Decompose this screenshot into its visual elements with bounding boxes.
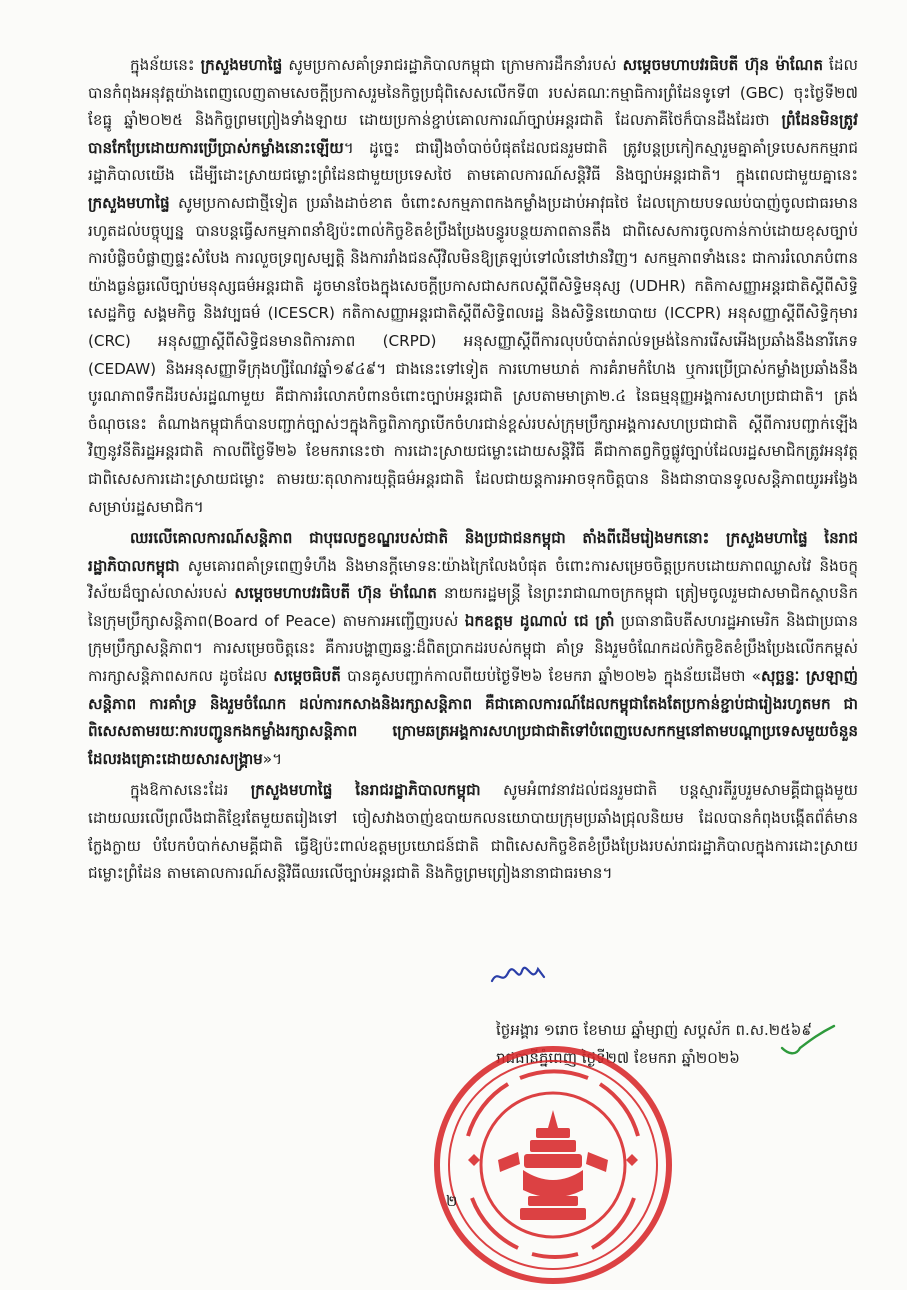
emphasized-text: សម្តេចមហាបវរធិបតី ហ៊ុន ម៉ាណែត xyxy=(622,56,823,74)
paragraph-text: សូមគោរពគាំទ្រពេញទំហឹង និងមានក្តីមោទនៈយ៉ាងក្រៃលែងបំផុត ចំពោះការសម្រេចចិត្តប្រកបដោយភាពឈ្លាសវៃ និងចក្ខុវិស័យដ៏ច្បាស់លាស់របស់ xyxy=(88,556,858,603)
ministry-seal-icon xyxy=(428,1040,678,1290)
emphasized-text: ឯកឧត្តម ដូណាល់ ជេ ត្រាំ xyxy=(464,611,615,630)
emphasized-text: សម្តេចមហាបវរធិបតី ហ៊ុន ម៉ាណែត xyxy=(234,584,437,603)
paragraph-text: សូមប្រកាសជាថ្មីទៀត ប្រឆាំងដាច់ខាត ចំពោះសកម្មភាពកងកម្លាំងប្រដាប់អាវុធថៃ ដែលក្រោយបទឈប់បាញ់ចូលជាធរមានរហូតដល់បច្ចុប្បន្ន បានបន្តធ្វើសកម្មភាពនាំឱ្យប៉ះពាល់កិច្ចខិតខំប្រឹងប្រែងបន្ធូរបន្ថយភាពតានតឹង ជាពិសេសការចូលកាន់កាប់ដោយខុសច្បាប់ ការបំផ្លិចបំផ្លាញផ្ទះសំបែង ការលួចទ្រព្យសម្បត្តិ និងការរាំងជនស៊ីវិលមិនឱ្យត្រឡប់ទៅលំនៅឋានវិញ។ សកម្មភាពទាំងនេះ ជាការរំលោភបំពានយ៉ាងធ្ងន់ធ្ងរលើច្បាប់មនុស្សធម៌អន្តរជាតិ ដូចមានចែងក្នុងសេចក្តីប្រកាសជាសកលស្តីពីសិទ្ធិមនុស្ស (UDHR) កតិកាសញ្ញាអន្តរជាតិស្តីពីសិទ្ធិសេដ្ឋកិច្ច សង្គមកិច្ច និងវប្បធម៌ (ICESCR) កតិកាសញ្ញាអន្តរជាតិស្តីពីសិទ្ធិពលរដ្ឋ និងសិទ្ធិនយោបាយ (ICCPR) អនុសញ្ញាស្តីពីសិទ្ធិកុមារ (CRC) អនុសញ្ញាស្តីពីសិទ្ធិជនមានពិការភាព (CRPD) អនុសញ្ញាស្តីពីការលុបបំបាត់រាល់ទម្រង់នៃការរើសអើងប្រឆាំងនឹងនារីភេទ (CEDAW) និងអនុសញ្ញាទីក្រុងហ្សឺណែវឆ្នាំ១៩៤៩។ ជាងនេះទៅទៀត ការហោមឃាត់ ការគំរាមកំហែង ឬការប្រើប្រាស់កម្លាំងប្រឆាំងនឹងបូរណភាពទឹកដីរបស់រដ្ឋណាមួយ គឺជាការរំលោភបំពានចំពោះច្បាប់អន្តរជាតិ ស្របតាមមាត្រា២.៤ នៃធម្មនុញ្ញអង្គការសហប្រជាជាតិ។ ត្រង់ចំណុចនេះ តំណាងកម្ពុជាក៏បានបញ្ជាក់ច្បាស់ៗក្នុងកិច្ចពិភាក្សាបើកចំហរជាន់ខ្ពស់របស់ក្រុមប្រឹក្សាអង្គការសហប្រជាជាតិ ស្តីពីការបញ្ជាក់ឡើងវិញនូវនីតិរដ្ឋអន្តរជាតិ កាលពីថ្ងៃទី២៦ ខែមករានេះថា ការដោះស្រាយជម្លោះដោយសន្តិវិធី គឺជាកាតព្វកិច្ចផ្លូវច្បាប់ដែលរដ្ឋសមាជិកត្រូវអនុវត្ត ជាពិសេសការដោះស្រាយជម្លោះ តាមរយៈតុលាការយុត្តិធម៌អន្តរជាតិ ដែលជាយន្តការអាចទុកចិត្តបាន និងជានាបានទូលសន្តិភាពយូរអង្វែងសម្រាប់រដ្ឋសមាជិក។ xyxy=(88,193,858,516)
emphasized-text: ក្រសួងមហាផ្ទៃ xyxy=(88,193,170,212)
paragraph-text: ក្នុងន័យនេះ xyxy=(130,56,201,74)
paragraph-text: ក្នុងឱកាសនេះដែរ xyxy=(130,781,251,800)
date-block xyxy=(496,1016,812,1072)
paragraph-text: ប្រធានាធិបតីសហរដ្ឋអាមេរិក និងជាប្រធានក្រុមប្រឹក្សាសន្តិភាព។ ការសម្រេចចិត្តនេះ គឺការបង្ហាញឆន្ទៈដ៏ពិតប្រាកដរបស់កម្ពុជា គាំទ្រ និងរួមចំណែកដល់កិច្ចខិតខំប្រឹងប្រែងលើកកម្ពស់ការក្សាសន្តិភាពសកល ដូចដែល xyxy=(88,611,858,686)
paragraph-text: សូមអំពាវនាវដល់ជនរួមជាតិ បន្តស្មារតីរួបរួមសាមគ្គីជាធ្លុងមួយ ដោយឈរលើព្រលឹងជាតិខ្មែរតែមួយតរៀងទៅ ចៀសវាងចាញ់ឧបាយកលនយោបាយក្រុមប្រឆាំងជ្រុលនិយម ដែលបានកំពុងបង្កើតព័ត៌មានក្លែងក្លាយ បំបែកបំបាក់សាមគ្គីជាតិ ធ្វើឱ្យប៉ះពាល់ឧត្តមប្រយោជន៍ជាតិ ជាពិសេសកិច្ចខិតខំប្រឹងប្រែងរបស់រាជរដ្ឋាភិបាលក្នុងការដោះស្រាយជម្លោះព្រំដែន តាមគោលការណ៍សន្តិវិធីឈរលើច្បាប់អន្តរជាតិ និងកិច្ចព្រមព្រៀងនានាជាធរមាន។ xyxy=(88,781,858,883)
paragraph-text: បានគូសបញ្ជាក់កាលពីយប់ថ្ងៃទី២៦ ខែមករា ឆ្នាំ២០២៦ ក្នុងន័យដើមថា « xyxy=(340,667,761,686)
body-paragraph xyxy=(88,525,858,773)
body-paragraph xyxy=(88,777,858,887)
gregorian-date-line: រាជធានីភ្នំពេញ ថ្ងៃទី២៧ ខែមករា ឆ្នាំ២០២៦ xyxy=(496,1049,740,1067)
body-paragraph xyxy=(88,52,858,521)
green-signature-tick-icon xyxy=(778,1022,838,1058)
paragraph-text: »។ xyxy=(262,749,283,768)
paragraph-text: ដែលបានកំពុងអនុវត្តយ៉ាងពេញលេញតាមសេចក្តីប្រកាសរួមនៃកិច្ចប្រជុំពិសេសលើកទី៣ របស់គណៈកម្មាធិការព្រំដែនទូទៅ (GBC) ចុះថ្ងៃទី២៧ ខែធ្នូ ឆ្នាំ២០២៥ និងកិច្ចព្រមព្រៀងទាំងឡាយ ដោយប្រកាន់ខ្ជាប់គោលការណ៍ច្បាប់អន្តរជាតិ ដែលភាគីថៃក៏បានដឹងដែរថា xyxy=(88,56,858,130)
emphasized-text: ក្រសួងមហាផ្ទៃ នៃរាជរដ្ឋាភិបាលកម្ពុជា xyxy=(250,781,481,800)
emphasized-text: ឈរលើគោលការណ៍សន្តិភាព ជាបុរេលក្ខខណ្ឌរបស់ជាតិ និងប្រជាជនកម្ពុជា តាំងពីដើមរៀងមកនោះ ក្រសួងមហាផ្ទៃ នៃរាជរដ្ឋាភិបាលកម្ពុជា xyxy=(88,529,858,575)
paragraph-text: ។ ដូច្នេះ ជារឿងចាំបាច់បំផុតដែលជនរួមជាតិ ត្រូវបន្តប្រកៀកស្មារួមគ្នាគាំទ្របេសកកម្មរាជរដ្ឋាភិបាលយើង ដើម្បីដោះស្រាយជម្លោះព្រំដែនជាមួយប្រទេសថៃ តាមគោលការណ៍សន្តិវិធី និងច្បាប់អន្តរជាតិ។ ក្នុងពេលជាមួយគ្នានេះ xyxy=(88,138,858,185)
emphasized-text: សម្តេចធិបតី xyxy=(273,667,341,686)
handwritten-initials-icon xyxy=(488,963,548,989)
lunar-date-line: ថ្ងៃអង្គារ ១រោច ខែមាឃ ឆ្នាំម្សាញ់ សប្តស័ក ព.ស.២៥៦៩ xyxy=(496,1021,812,1039)
page-number: ២ xyxy=(446,1192,458,1210)
paragraph-text: នាយករដ្ឋមន្ត្រី នៃព្រះរាជាណាចក្រកម្ពុជា ត្រៀមចូលរួមជាសមាជិកស្ថាបនិក នៃក្រុមប្រឹក្សាសន្តិភាព(Board of Peace) តាមការអញ្ជើញរបស់ xyxy=(88,584,858,630)
emphasized-text: សុច្ឆន្ទៈ ស្រឡាញ់សន្តិភាព ការគាំទ្រ និងរួមចំណែក ដល់ការកសាងនិងរក្សាសន្តិភាព គឺជាគោលការណ៍ដែលកម្ពុជាតែងតែប្រកាន់ខ្ជាប់ជារៀងរហូតមក ជាពិសេសតាមរយៈការបញ្ជូនកងកម្លាំងរក្សាសន្តិភាព ក្រោមឆត្រអង្គការសហប្រជាជាតិទៅបំពេញបេសកកម្មនៅតាមបណ្តាប្រទេសមួយចំនួនដែលរងគ្រោះដោយសារសង្គ្រាម xyxy=(88,667,858,768)
paragraph-text: សូមប្រកាសគាំទ្ររាជរដ្ឋាភិបាលកម្ពុជា ក្រោមការដឹកនាំរបស់ xyxy=(282,56,623,74)
document-body xyxy=(88,52,858,892)
emphasized-text: ព្រំដែនមិនត្រូវបានកែប្រែដោយការប្រើប្រាស់កម្លាំងនោះឡើយ xyxy=(88,111,858,157)
emphasized-text: ក្រសួងមហាផ្ទៃ xyxy=(200,56,283,74)
